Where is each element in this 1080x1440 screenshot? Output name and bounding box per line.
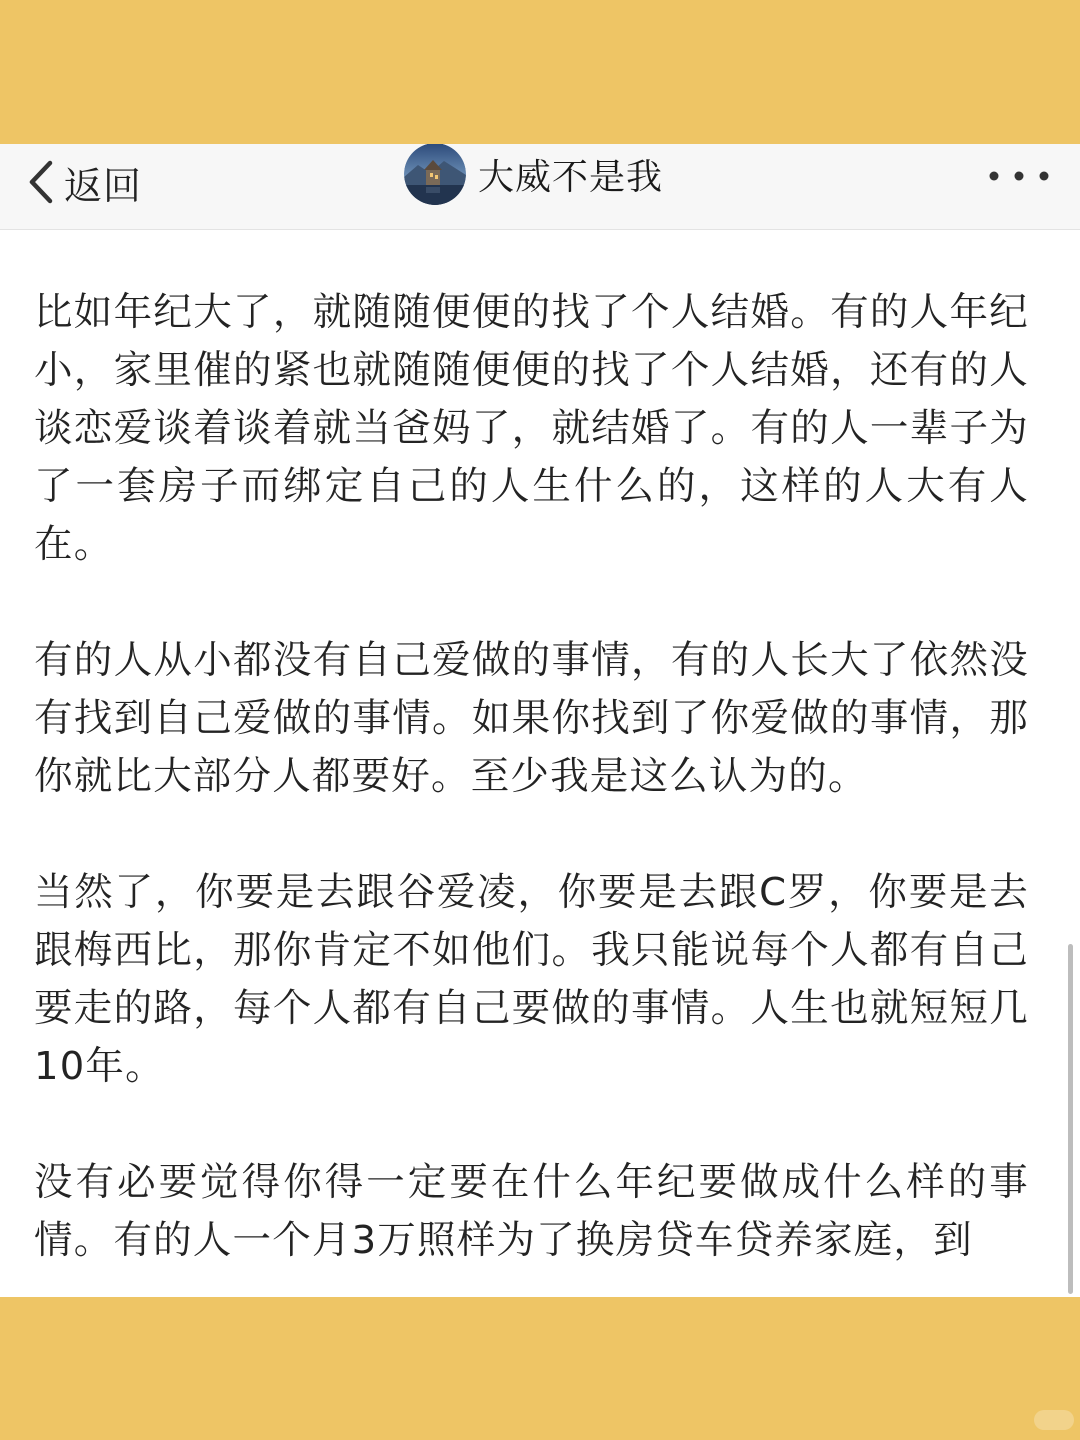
page-title: 大威不是我	[478, 156, 664, 198]
phone-screen	[0, 144, 1080, 1297]
paragraph: 当然了，你要是去跟谷爱凌，你要是去跟C罗，你要是去跟梅西比，那你肯定不如他们。我只能说每个人都有自己要走的路，每个人都有自己要做的事情。人生也就短短几10年。	[34, 870, 1029, 1089]
scrollbar[interactable]	[1068, 944, 1073, 1294]
back-button[interactable]	[26, 152, 142, 212]
more-options-button[interactable]	[984, 156, 1054, 196]
chevron-left-icon	[26, 159, 56, 205]
navigation-bar	[0, 144, 1080, 230]
top-yellow-band	[0, 0, 1080, 144]
title-group	[404, 144, 663, 204]
paragraph: 比如年纪大了，就随随便便的找了个人结婚。有的人年纪小，家里催的紧也就随随便便的找了个人结婚，还有的人谈恋爱谈着谈着就当爸妈了，就结婚了。有的人一辈子为了一套房子而绑定自己的人生什么的，这样的人大有人在。	[34, 290, 1029, 567]
paragraph: 有的人从小都没有自己爱做的事情，有的人长大了依然没有找到自己爱做的事情。如果你找到了你爱做的事情，那你就比大部分人都要好。至少我是这么认为的。	[34, 638, 1029, 799]
paragraph: 没有必要觉得你得一定要在什么年纪要做成什么样的事情。有的人一个月3万照样为了换房贷车贷养家庭，到	[34, 1160, 1029, 1263]
watermark-badge	[1034, 1410, 1074, 1430]
avatar[interactable]	[404, 144, 466, 205]
bottom-yellow-band	[0, 1297, 1080, 1440]
more-dots-icon	[984, 156, 1054, 196]
back-label: 返回	[64, 163, 143, 208]
article-content	[34, 284, 1029, 1297]
